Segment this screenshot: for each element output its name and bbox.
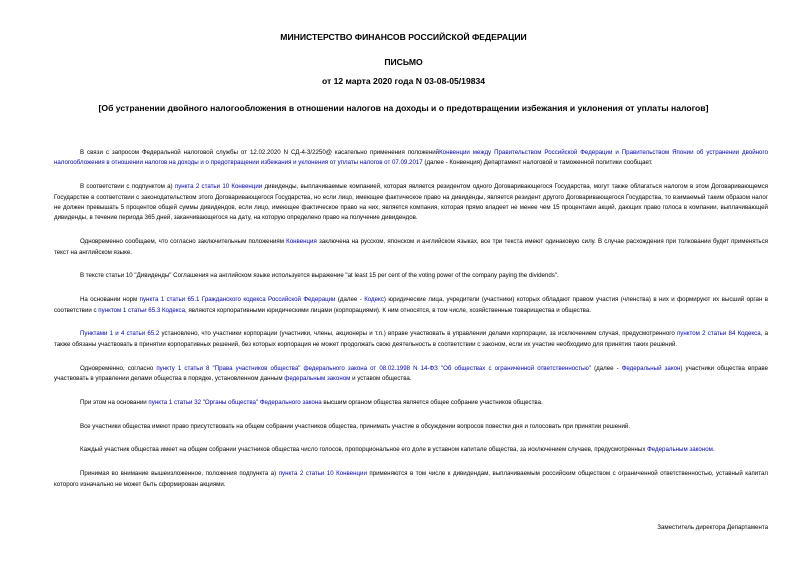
link-convention-full[interactable]: Конвенции между Правительством Российской Федерации и Правительством Японии об устранении двойного налогообложения в отношении налогов на доходы и о предотвращении избежания и уклонения от уплаты налогов от 07.09.2017 xyxy=(54,149,768,167)
text-span: применяются в том числе к дивидендам, выплачиваемым российским обществом с ограниченной ответственностью, уставный капитал которого изначально не может быть сформирован акциями. xyxy=(54,470,768,488)
text-span: В тексте статьи 10 "Дивиденды" Соглашения на английском языке используется выражение "at least 15 per cent of the voting power of the company paying the dividends". xyxy=(80,272,559,280)
paragraph-8 xyxy=(54,398,768,408)
text-span: Принимая во внимание вышеизложенное, положения подпункта а) xyxy=(80,470,279,478)
paragraph-10 xyxy=(54,445,768,455)
text-span: Одновременно сообщаем, что согласно заключительным положениям xyxy=(80,238,287,246)
paragraph-11 xyxy=(54,469,768,490)
document-subject: [Об устранении двойного налогообложения в отношении налогов на доходы и о предотвращении избежания и уклонения от уплаты налогов] xyxy=(98,103,709,113)
link-code-84-2[interactable]: пунктом 2 статьи 84 Кодекса xyxy=(676,330,761,338)
link-civil-code-65-1[interactable]: пункта 1 статьи 65.1 Гражданского кодекса Российской Федерации xyxy=(139,296,336,304)
ministry-heading: МИНИСТЕРСТВО ФИНАНСОВ РОССИЙСКОЙ ФЕДЕРАЦИИ xyxy=(280,32,527,42)
text-span: дивиденды, выплачиваемые компанией, которая является резидентом одного Договаривающегося Государства, могут также облагаться налогом в этом Договаривающемся Государстве в соответствии с законодательством этого Договаривающегося Государства, но если лицо, имеющее фактическое право на дивиденды, является резидент другого Договаривающегося Государства, то взимаемый таким образом налог не должен превышать 5 процентов общей суммы дивидендов, если лицо, имеющее фактическое право на них, является компания, которая прямо владеет не менее чем 15 процентами акций, дающих право голоса в компании, выплачивающей дивиденды, в течение периода 365 дней, заканчивающегося на дату, на которую определено право на получение дивидендов. xyxy=(54,183,768,222)
text-span: , а также обязаны участвовать в принятии корпоративных решений, без которых корпорация не может продолжать свою деятельность в соответствии с законом, если их участие необходимо для принятия таких решений. xyxy=(54,330,769,348)
text-span: , являются корпоративными юридическими лицами (корпорациями). К ним относятся, в том числе, хозяйственные товарищества и общества. xyxy=(185,306,591,314)
link-convention[interactable]: Конвенция xyxy=(286,238,317,246)
text-span: высшим органом общества является общее собрание участников общества. xyxy=(321,398,543,406)
link-code[interactable]: Кодекс xyxy=(364,296,384,304)
text-span: установлено, что участники корпорации (участники, члены, акционеры и т.п.) вправе участвовать в управлении делами корпорации, за исключением случая, предусмотренного xyxy=(159,330,677,338)
text-span: (далее - xyxy=(591,364,622,372)
link-federal-law-lower[interactable]: федеральным законом xyxy=(284,375,351,383)
paragraph-4 xyxy=(54,271,768,281)
text-span: Каждый участник общества имеет на общем собрании участников общества число голосов, пропорциональное его доле в уставном капитале общества, за исключением случаев, предусмотренных xyxy=(80,446,648,454)
paragraph-1 xyxy=(54,148,768,169)
paragraph-6 xyxy=(54,329,768,350)
link-article-10-point-2-b[interactable]: пункта 2 статьи 10 Конвенции xyxy=(278,470,367,478)
link-law-14fz-article-8[interactable]: пункту 1 статьи 8 "Права участников общества" федерального закона от 08.02.1998 N 14-ФЗ "Об обществах с ограниченной ответственностью" xyxy=(156,364,592,372)
text-span: ) участники общества вправе участвовать в управлении делами общества в порядке, установленном данным xyxy=(54,364,768,383)
link-federal-law[interactable]: Федеральный закон xyxy=(621,364,681,372)
paragraph-2 xyxy=(54,182,768,224)
link-article-32[interactable]: пункта 1 статьи 32 "Органы общества" Федерального закона xyxy=(148,398,322,406)
text-span: заключена на русском, японском и английском языках, все три текста имеют одинаковую силу. В случае расхождения при толковании будет применяться текст на английском языке. xyxy=(54,238,769,256)
link-article-10-point-2[interactable]: пункта 2 статьи 10 Конвенции xyxy=(174,183,263,191)
paragraph-5 xyxy=(54,295,768,316)
text-span: ) юридические лица, учредители (участники) которых обладают правом участия (членства) в них и формируют их высший орган в соответствии с xyxy=(54,296,768,314)
text-span: (далее - Конвенция) Департамент налоговой и таможенной политики сообщает. xyxy=(422,159,653,167)
text-span: При этом на основании xyxy=(80,398,149,406)
signature-title: Заместитель директора Департамента xyxy=(657,524,768,531)
text-span: Одновременно, согласно xyxy=(80,364,157,372)
paragraph-7 xyxy=(54,364,768,385)
text-span: В связи с запросом Федеральной налоговой службы от 12.02.2020 N СД-4-3/2250@ касательно применения положений xyxy=(80,149,440,156)
text-span: Все участники общества имеют право присутствовать на общем собрании участников общества, принимать участие в обсуждении вопросов повестки дня и голосовать при принятии решений. xyxy=(80,422,631,430)
document-type: ПИСЬМО xyxy=(384,57,423,67)
document-body xyxy=(54,148,768,503)
paragraph-9 xyxy=(54,422,768,432)
text-span: На основании норм xyxy=(80,296,140,304)
link-federal-law-2[interactable]: Федеральным законом xyxy=(647,446,713,454)
text-span: и уставом общества. xyxy=(350,375,412,383)
document-date-number: от 12 марта 2020 года N 03-08-05/19834 xyxy=(321,76,486,86)
text-span: (далее - xyxy=(335,296,365,304)
text-span: . xyxy=(712,446,715,454)
text-span: В соответствии с подпунктом а) xyxy=(80,183,175,191)
link-article-65-2[interactable]: Пунктами 1 и 4 статьи 65.2 xyxy=(80,330,160,338)
link-code-65-3[interactable]: пунктом 1 статьи 65.3 Кодекса xyxy=(98,306,186,314)
paragraph-3 xyxy=(54,237,768,258)
